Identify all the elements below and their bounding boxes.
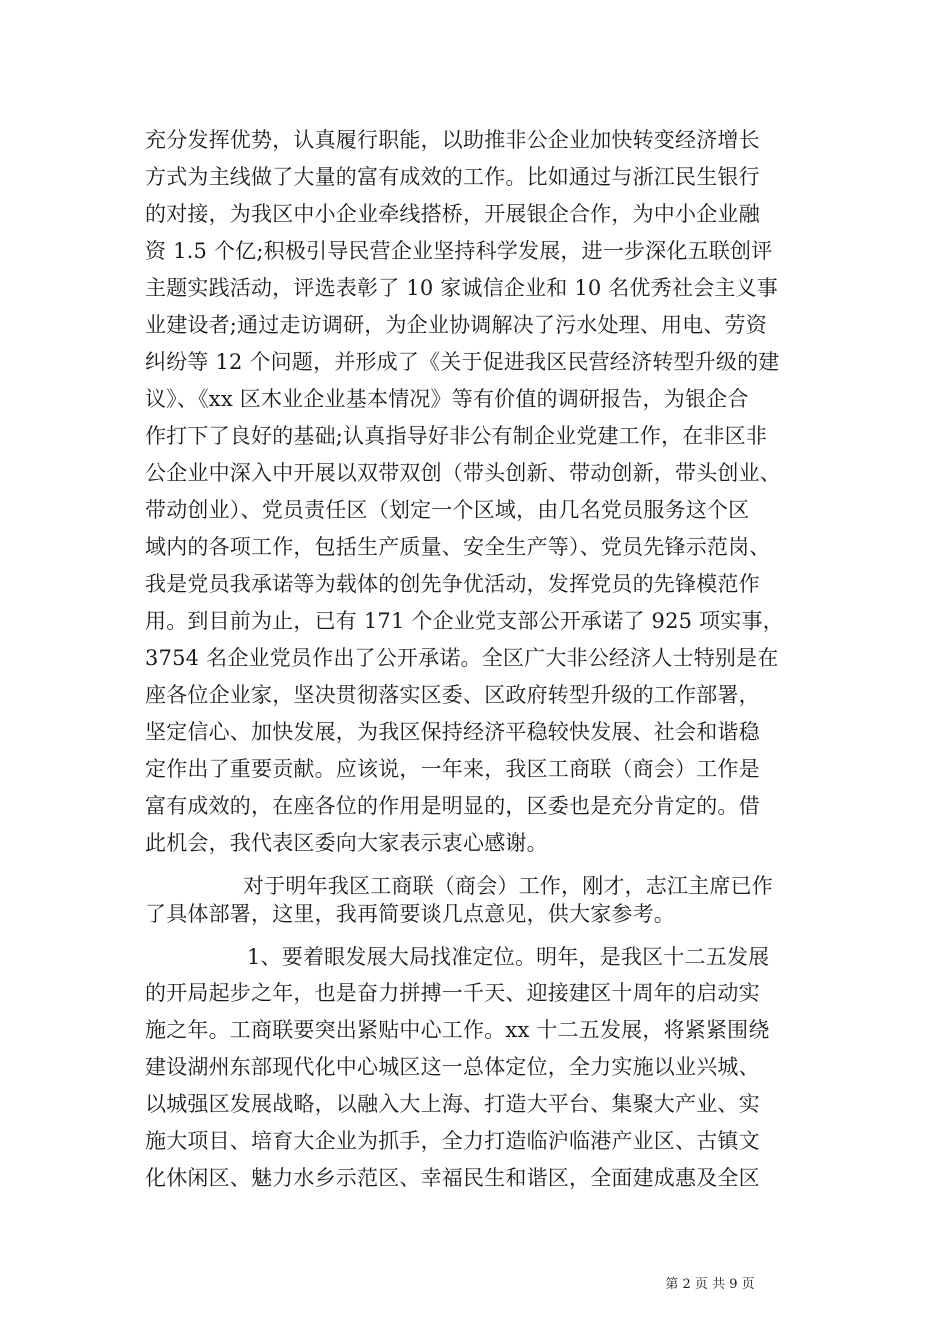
- text-line: 施大项目、培育大企业为抓手，全力打造临沪临港产业区、古镇文: [145, 1129, 760, 1153]
- text-line: 坚定信心、加快发展，为我区保持经济平稳较快发展、社会和谐稳: [145, 720, 760, 744]
- text-line: 主题实践活动，评选表彰了 10 家诚信企业和 10 名优秀社会主义事: [145, 276, 778, 300]
- text-line: 1、要着眼发展大局找准定位。明年，是我区十二五发展: [247, 945, 770, 969]
- text-line: 定作出了重要贡献。应该说，一年来，我区工商联（商会）工作是: [145, 757, 760, 781]
- text-line: 富有成效的，在座各位的作用是明显的，区委也是充分肯定的。借: [145, 794, 760, 818]
- text-line: 充分发挥优势，认真履行职能，以助推非公企业加快转变经济增长: [145, 128, 760, 152]
- text-line: 我是党员我承诺等为载体的创先争优活动，发挥党员的先锋模范作: [145, 572, 760, 596]
- page-number-text: 第 2 页 共 9 页: [665, 1277, 755, 1292]
- text-line: 以城强区发展战略，以融入大上海、打造大平台、集聚大产业、实: [145, 1092, 760, 1116]
- text-line: 公企业中深入中开展以双带双创（带头创新、带动创新，带头创业、: [145, 461, 781, 485]
- text-line: 对于明年我区工商联（商会）工作，刚才，志江主席已作: [243, 874, 773, 898]
- text-line: 用。到目前为止，已有 171 个企业党支部公开承诺了 925 项实事，: [145, 609, 784, 633]
- text-line: 资 1.5 个亿;积极引导民营企业坚持科学发展，进一步深化五联创评: [145, 239, 773, 263]
- text-line: 方式为主线做了大量的富有成效的工作。比如通过与浙江民生银行: [145, 165, 760, 189]
- text-line: 域内的各项工作，包括生产质量、安全生产等）、党员先锋示范岗、: [145, 535, 771, 559]
- text-line: 带动创业）、党员责任区（划定一个区域，由几名党员服务这个区: [145, 498, 750, 522]
- text-line: 此机会，我代表区委向大家表示衷心感谢。: [145, 831, 548, 855]
- text-line: 作打下了良好的基础;认真指导好非公有制企业党建工作，在非区非: [145, 424, 768, 448]
- text-line: 了具体部署，这里，我再简要谈几点意见，供大家参考。: [145, 902, 675, 926]
- text-line: 议》、《xx 区木业企业基本情况》等有价值的调研报告，为银企合: [145, 387, 749, 411]
- text-line: 座各位企业家，坚决贯彻落实区委、区政府转型升级的工作部署，: [145, 683, 760, 707]
- text-line: 的对接，为我区中小企业牵线搭桥，开展银企合作，为中小企业融: [145, 202, 760, 226]
- page-number-footer: [0, 1276, 950, 1294]
- text-line: 的开局起步之年，也是奋力拼搏一千天、迎接建区十周年的启动实: [145, 981, 760, 1005]
- text-line: 纠纷等 12 个问题，并形成了《关于促进我区民营经济转型升级的建: [145, 350, 780, 374]
- text-line: 3754 名企业党员作出了公开承诺。全区广大非公经济人士特别是在: [145, 646, 779, 670]
- text-line: 化休闲区、魅力水乡示范区、幸福民生和谐区，全面建成惠及全区: [145, 1166, 760, 1190]
- text-line: 建设湖州东部现代化中心城区这一总体定位，全力实施以业兴城、: [145, 1055, 760, 1079]
- text-line: 业建设者;通过走访调研，为企业协调解决了污水处理、用电、劳资: [145, 313, 768, 337]
- text-line: 施之年。工商联要突出紧贴中心工作。xx 十二五发展，将紧紧围绕: [145, 1018, 770, 1042]
